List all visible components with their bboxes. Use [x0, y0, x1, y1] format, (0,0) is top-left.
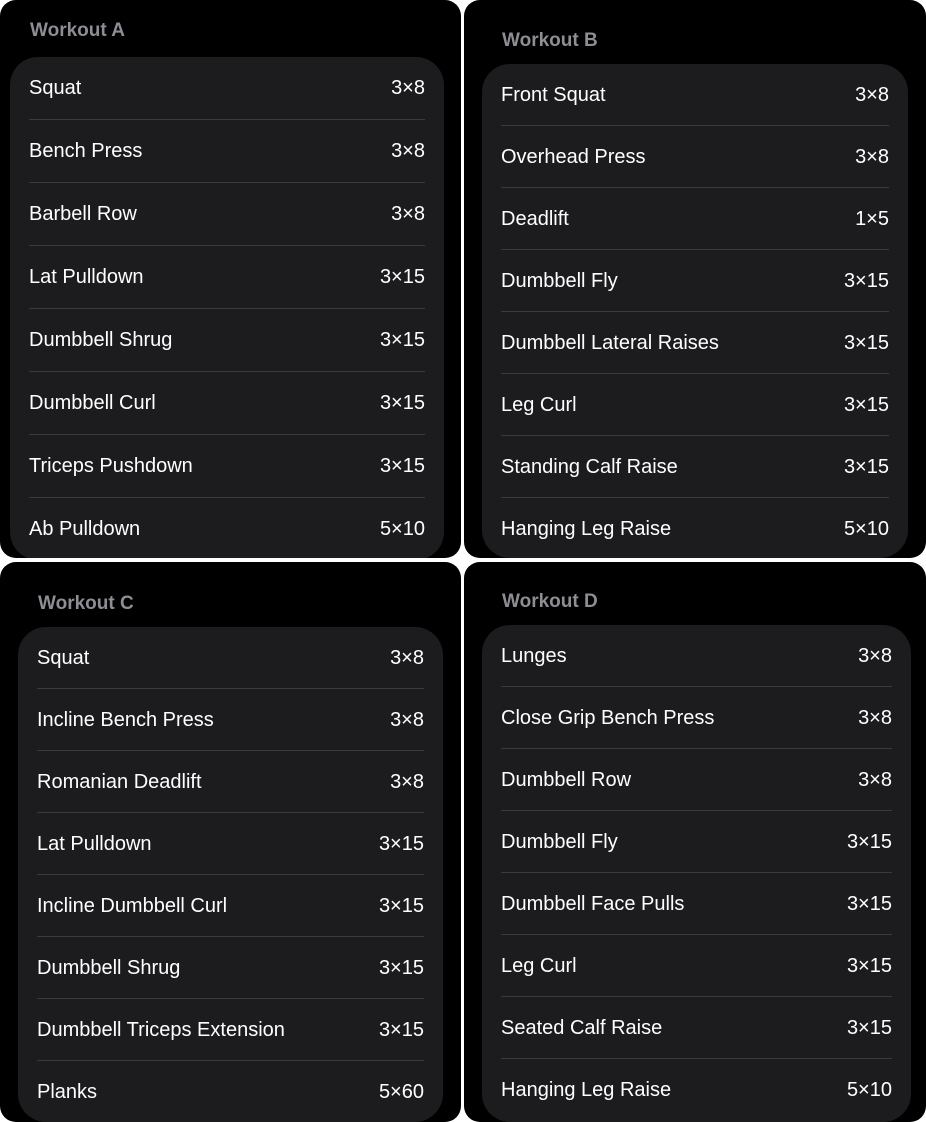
exercise-sets: 3×15: [846, 830, 892, 853]
exercise-sets: 3×15: [378, 894, 424, 917]
exercise-name: Dumbbell Row: [501, 768, 632, 791]
list-item[interactable]: [482, 749, 911, 811]
workout-d-list: [482, 625, 911, 1122]
list-item[interactable]: [482, 250, 908, 312]
exercise-sets: 5×10: [843, 517, 889, 540]
exercise-sets: 3×15: [846, 1016, 892, 1039]
exercise-sets: 3×8: [390, 770, 424, 793]
list-item[interactable]: [482, 687, 911, 749]
exercise-name: Incline Dumbbell Curl: [37, 894, 228, 917]
exercise-sets: 5×10: [846, 1078, 892, 1101]
exercise-sets: 3×8: [391, 203, 425, 225]
exercise-name: Ab Pulldown: [29, 518, 141, 540]
exercise-sets: 1×5: [855, 207, 889, 230]
workout-a-panel: [0, 0, 461, 558]
list-item[interactable]: [18, 751, 443, 813]
workout-b-panel: [464, 0, 926, 558]
workout-d-title: Workout D: [502, 591, 598, 612]
exercise-name: Planks: [37, 1080, 98, 1103]
list-item[interactable]: [10, 309, 444, 372]
workout-b-list: [482, 64, 908, 558]
exercise-sets: 3×8: [858, 706, 892, 729]
exercise-name: Squat: [37, 646, 90, 669]
workout-c-title: Workout C: [38, 593, 134, 614]
exercise-sets: 3×15: [379, 455, 425, 477]
exercise-name: Standing Calf Raise: [501, 455, 678, 478]
exercise-sets: 3×15: [846, 954, 892, 977]
exercise-name: Leg Curl: [501, 954, 577, 977]
list-item[interactable]: [10, 120, 444, 183]
list-item[interactable]: [482, 436, 908, 498]
list-item[interactable]: [482, 498, 908, 558]
exercise-sets: 3×15: [843, 455, 889, 478]
list-item[interactable]: [482, 625, 911, 687]
workout-c-list: [18, 627, 443, 1122]
list-item[interactable]: [10, 372, 444, 435]
list-item[interactable]: [18, 813, 443, 875]
exercise-name: Incline Bench Press: [37, 708, 214, 731]
workout-b-title: Workout B: [502, 30, 598, 51]
workout-a-list: [10, 57, 444, 558]
exercise-sets: 5×10: [379, 518, 425, 540]
exercise-name: Romanian Deadlift: [37, 770, 202, 793]
list-item[interactable]: [482, 1059, 911, 1121]
list-item[interactable]: [482, 811, 911, 873]
exercise-sets: 3×8: [855, 145, 889, 168]
exercise-name: Deadlift: [501, 207, 569, 230]
exercise-sets: 3×15: [378, 832, 424, 855]
exercise-sets: 3×15: [379, 329, 425, 351]
list-item[interactable]: [18, 999, 443, 1061]
exercise-sets: 3×15: [843, 393, 889, 416]
exercise-name: Triceps Pushdown: [29, 455, 193, 477]
list-item[interactable]: [18, 875, 443, 937]
list-item[interactable]: [482, 873, 911, 935]
list-item[interactable]: [482, 312, 908, 374]
list-item[interactable]: [10, 57, 444, 120]
workout-a-title: Workout A: [30, 20, 125, 41]
list-item[interactable]: [482, 935, 911, 997]
exercise-sets: 3×8: [390, 708, 424, 731]
exercise-name: Hanging Leg Raise: [501, 1078, 672, 1101]
exercise-sets: 3×8: [391, 77, 425, 99]
exercise-sets: 3×8: [858, 644, 892, 667]
list-item[interactable]: [18, 689, 443, 751]
list-item[interactable]: [482, 374, 908, 436]
exercise-name: Squat: [29, 77, 82, 99]
list-item[interactable]: [482, 126, 908, 188]
exercise-name: Seated Calf Raise: [501, 1016, 663, 1039]
exercise-name: Close Grip Bench Press: [501, 706, 715, 729]
exercise-sets: 3×8: [858, 768, 892, 791]
exercise-name: Dumbbell Fly: [501, 269, 618, 292]
exercise-sets: 3×15: [843, 331, 889, 354]
exercise-name: Overhead Press: [501, 145, 646, 168]
exercise-sets: 3×15: [378, 956, 424, 979]
list-item[interactable]: [10, 498, 444, 558]
exercise-name: Dumbbell Curl: [29, 392, 156, 414]
list-item[interactable]: [482, 188, 908, 250]
list-item[interactable]: [18, 627, 443, 689]
exercise-name: Barbell Row: [29, 203, 137, 225]
workout-d-panel: [464, 562, 926, 1122]
exercise-name: Hanging Leg Raise: [501, 517, 672, 540]
exercise-sets: 3×8: [855, 83, 889, 106]
exercise-name: Dumbbell Shrug: [37, 956, 181, 979]
workout-c-panel: [0, 562, 461, 1122]
list-item[interactable]: [482, 997, 911, 1059]
exercise-name: Bench Press: [29, 140, 143, 162]
exercise-name: Lunges: [501, 644, 567, 667]
list-item[interactable]: [18, 937, 443, 999]
exercise-name: Dumbbell Shrug: [29, 329, 173, 351]
exercise-name: Lat Pulldown: [29, 266, 144, 288]
exercise-name: Lat Pulldown: [37, 832, 152, 855]
list-item[interactable]: [482, 64, 908, 126]
list-item[interactable]: [10, 435, 444, 498]
exercise-name: Dumbbell Face Pulls: [501, 892, 685, 915]
exercise-sets: 3×15: [379, 392, 425, 414]
list-item[interactable]: [18, 1061, 443, 1122]
exercise-sets: 3×15: [379, 266, 425, 288]
exercise-sets: 5×60: [378, 1080, 424, 1103]
list-item[interactable]: [10, 183, 444, 246]
exercise-name: Dumbbell Lateral Raises: [501, 331, 719, 354]
exercise-name: Leg Curl: [501, 393, 577, 416]
exercise-name: Front Squat: [501, 83, 606, 106]
list-item[interactable]: [10, 246, 444, 309]
exercise-sets: 3×15: [843, 269, 889, 292]
exercise-sets: 3×8: [391, 140, 425, 162]
exercise-sets: 3×8: [390, 646, 424, 669]
exercise-sets: 3×15: [378, 1018, 424, 1041]
exercise-sets: 3×15: [846, 892, 892, 915]
exercise-name: Dumbbell Triceps Extension: [37, 1018, 285, 1041]
exercise-name: Dumbbell Fly: [501, 830, 618, 853]
